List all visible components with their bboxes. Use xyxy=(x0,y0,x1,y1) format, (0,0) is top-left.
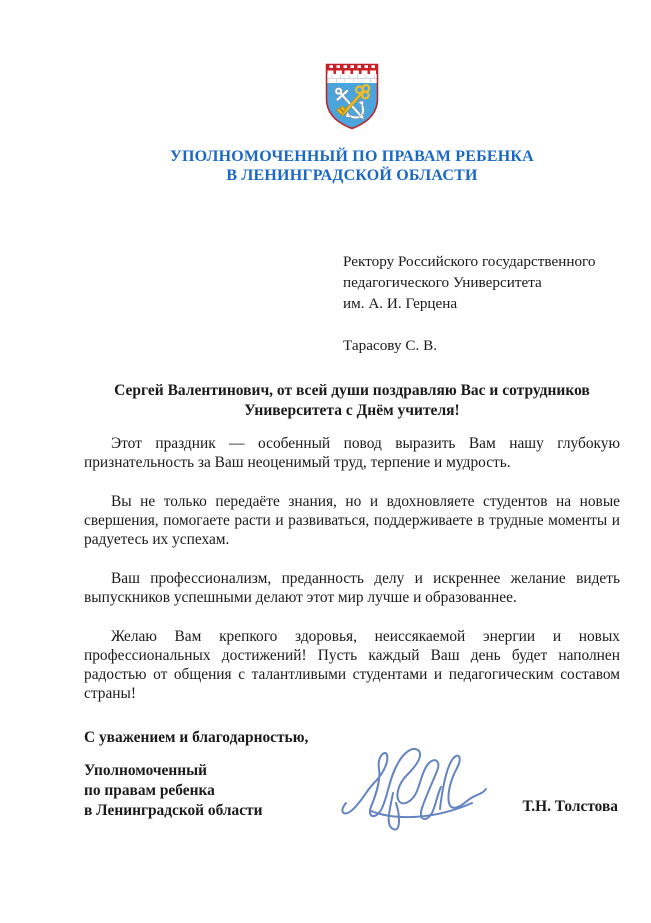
recipient-line: Ректору Российского государственного xyxy=(343,253,596,270)
signer-title-line: в Ленинградской области xyxy=(84,802,263,819)
signer-title-line: Уполномоченный xyxy=(84,762,208,779)
body-paragraph: Желаю Вам крепкого здоровья, неиссякаемой энергии и новых профессиональных достижений! Пусть каждый Ваш день будет наполнен радостью от общения с талантливыми студентами и педагогическим составом страны! xyxy=(84,628,620,702)
org-name-line1: УПОЛНОМОЧЕННЫЙ ПО ПРАВАМ РЕБЕНКА xyxy=(170,148,534,165)
recipient-block xyxy=(343,251,620,356)
recipient-name: Тарасову С. В. xyxy=(343,337,438,354)
salutation-line2: Университета с Днём учителя! xyxy=(244,402,460,419)
recipient-line: педагогического Университета xyxy=(343,274,542,291)
org-name-line2: В ЛЕНИНГРАДСКОЙ ОБЛАСТИ xyxy=(226,167,478,184)
salutation-heading xyxy=(84,381,620,421)
signature-block xyxy=(84,761,620,881)
letterhead xyxy=(84,61,620,185)
signer-title-line: по правам ребенка xyxy=(84,782,215,799)
org-name xyxy=(84,147,620,185)
salutation-line1: Сергей Валентинович, от всей души поздравляю Вас и сотрудников xyxy=(114,382,590,399)
body-paragraph: Ваш профессионализм, преданность делу и искреннее желание видеть выпускников успешными делают этот мир лучше и образованнее. xyxy=(84,570,620,606)
signer-name: Т.Н. Толстова xyxy=(522,798,618,815)
recipient-line: им. А. И. Герцена xyxy=(343,295,458,312)
body-paragraph: Вы не только передаёте знания, но и вдохновляете студентов на новые свершения, помогаете расти и развиваться, поддерживаете в трудные моменты и радуетесь их успехам. xyxy=(84,493,620,548)
handwritten-signature xyxy=(336,741,488,831)
closing-regards: С уважением и благодарностью, xyxy=(84,729,309,746)
coat-of-arms-icon xyxy=(323,61,381,131)
body-paragraph: Этот праздник — особенный повод выразить Вам нашу глубокую признательность за Ваш неоценимый труд, терпение и мудрость. xyxy=(84,435,620,471)
